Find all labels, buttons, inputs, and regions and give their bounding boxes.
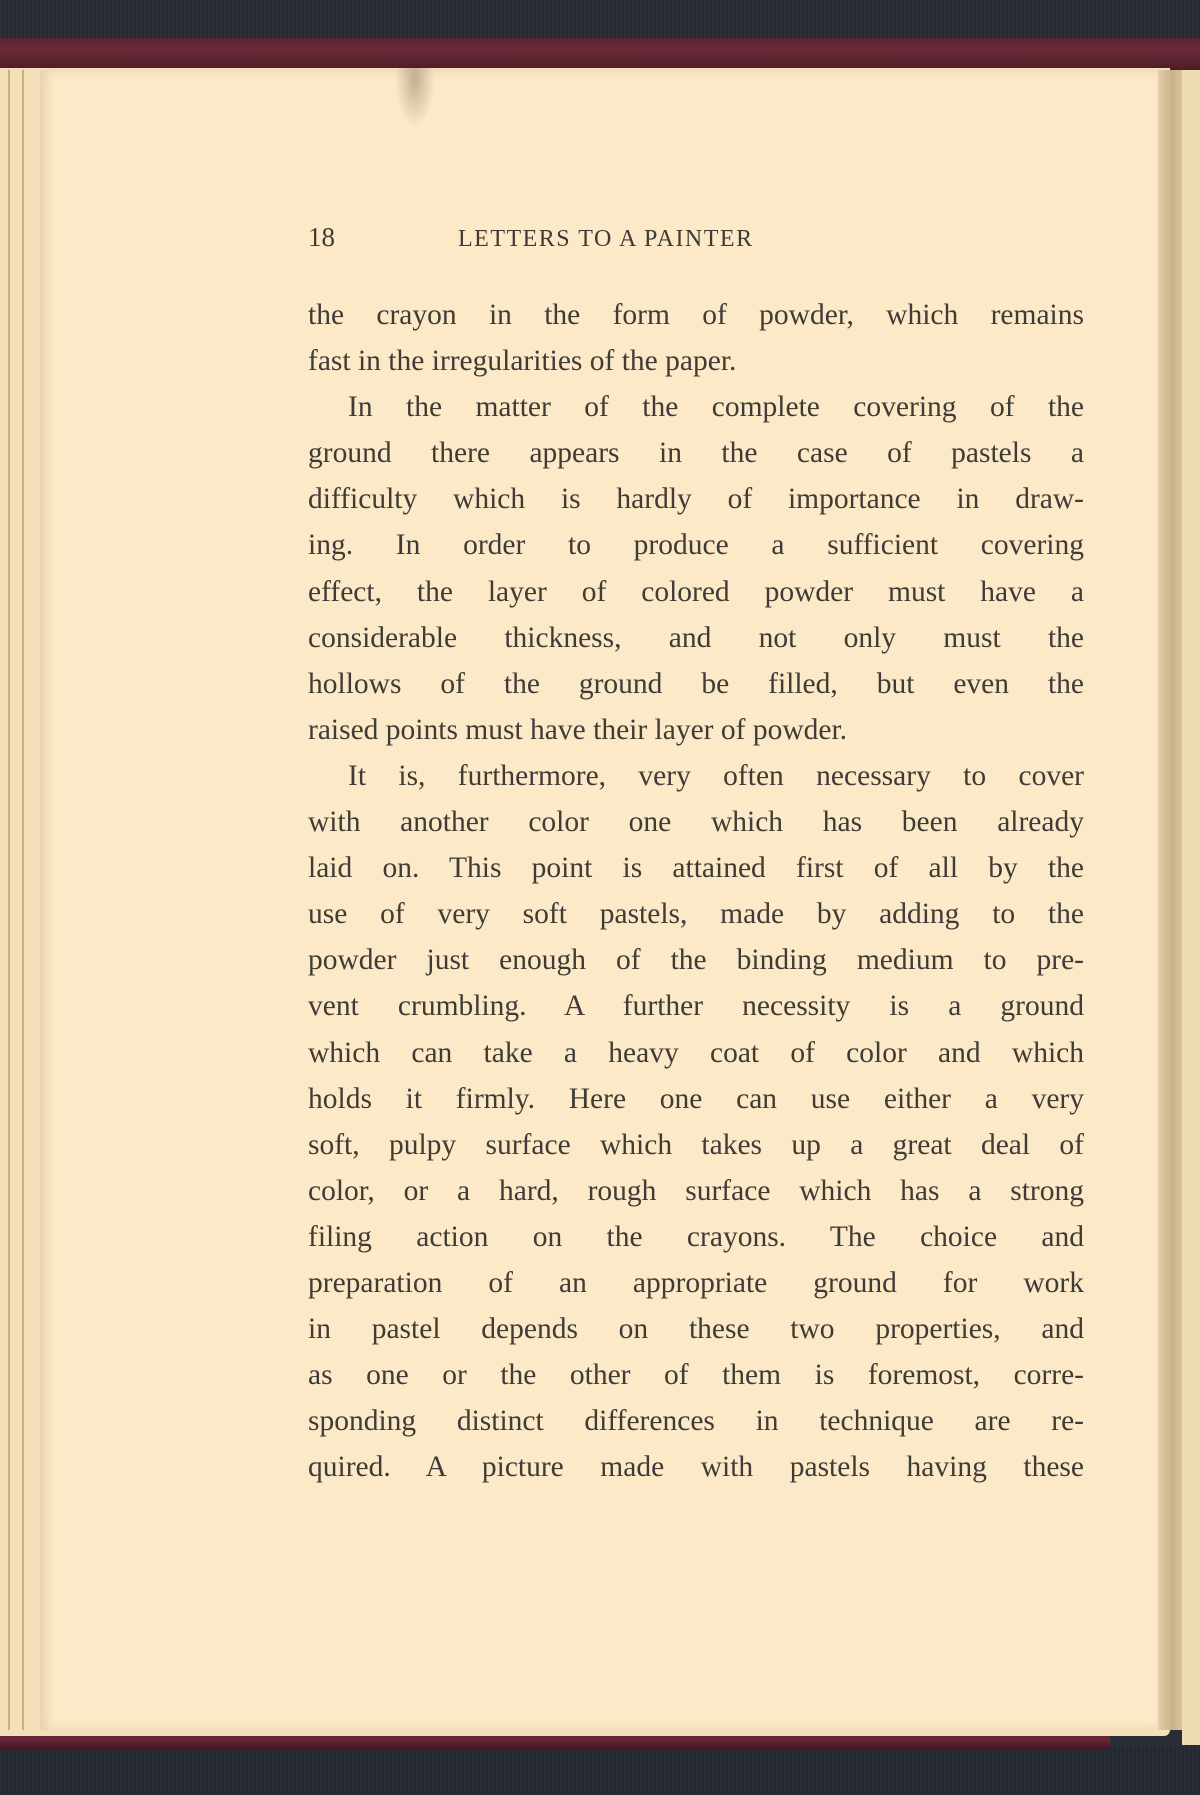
text-line: soft, pulpy surface which takes up a great deal of (308, 1128, 1084, 1161)
text-line: use of very soft pastels, made by adding to the (308, 898, 1084, 931)
text-line: ground there appears in the case of pastels a (308, 437, 1084, 470)
text-line: fast in the irregularities of the paper. (308, 345, 737, 378)
page-gutter-shadow (1158, 70, 1182, 1730)
book-cover-cloth-top (0, 0, 1200, 40)
text-line: It is, furthermore, very often necessary to cover (348, 759, 1084, 792)
running-head: LETTERS TO A PAINTER (458, 226, 754, 252)
text-line: hollows of the ground be filled, but even the (308, 667, 1084, 700)
text-line: difficulty which is hardly of importance in draw- (308, 483, 1084, 516)
text-line: holds it firmly. Here one can use either a very (308, 1082, 1084, 1115)
text-line: powder just enough of the binding medium to pre- (308, 944, 1084, 977)
page-header (308, 222, 1084, 262)
text-line: raised points must have their layer of powder. (308, 713, 848, 746)
body-text (308, 292, 1084, 1490)
text-line: the crayon in the form of powder, which remains (308, 299, 1084, 331)
facing-page-edge (1182, 70, 1200, 1745)
book-binding-top (0, 38, 1200, 70)
text-line: ing. In order to produce a sufficient covering (308, 529, 1084, 562)
text-line: quired. A picture made with pastels having these (308, 1451, 1084, 1484)
text-line: filing action on the crayons. The choice and (308, 1220, 1084, 1253)
ink-smudge (395, 68, 435, 128)
text-line: with another color one which has been already (308, 806, 1084, 839)
text-line: preparation of an appropriate ground for work (308, 1266, 1084, 1299)
text-line: in pastel depends on these two properties, and (308, 1313, 1084, 1346)
text-line: considerable thickness, and not only must the (308, 621, 1084, 654)
text-line: effect, the layer of colored powder must have a (308, 575, 1084, 608)
text-line: In the matter of the complete covering of the (348, 391, 1084, 424)
page-number: 18 (308, 222, 335, 252)
text-line: laid on. This point is attained first of all by the (308, 852, 1084, 885)
text-line: sponding distinct differences in technique are re- (308, 1405, 1084, 1438)
text-line: which can take a heavy coat of color and which (308, 1036, 1084, 1069)
text-line: vent crumbling. A further necessity is a ground (308, 990, 1084, 1023)
page-stack-edge (22, 70, 24, 1730)
text-line: color, or a hard, rough surface which has a strong (308, 1174, 1084, 1207)
text-line: as one or the other of them is foremost, corre- (308, 1359, 1084, 1392)
book-cover-cloth-bottom (0, 1748, 1200, 1795)
page-stack-edge (8, 70, 10, 1730)
